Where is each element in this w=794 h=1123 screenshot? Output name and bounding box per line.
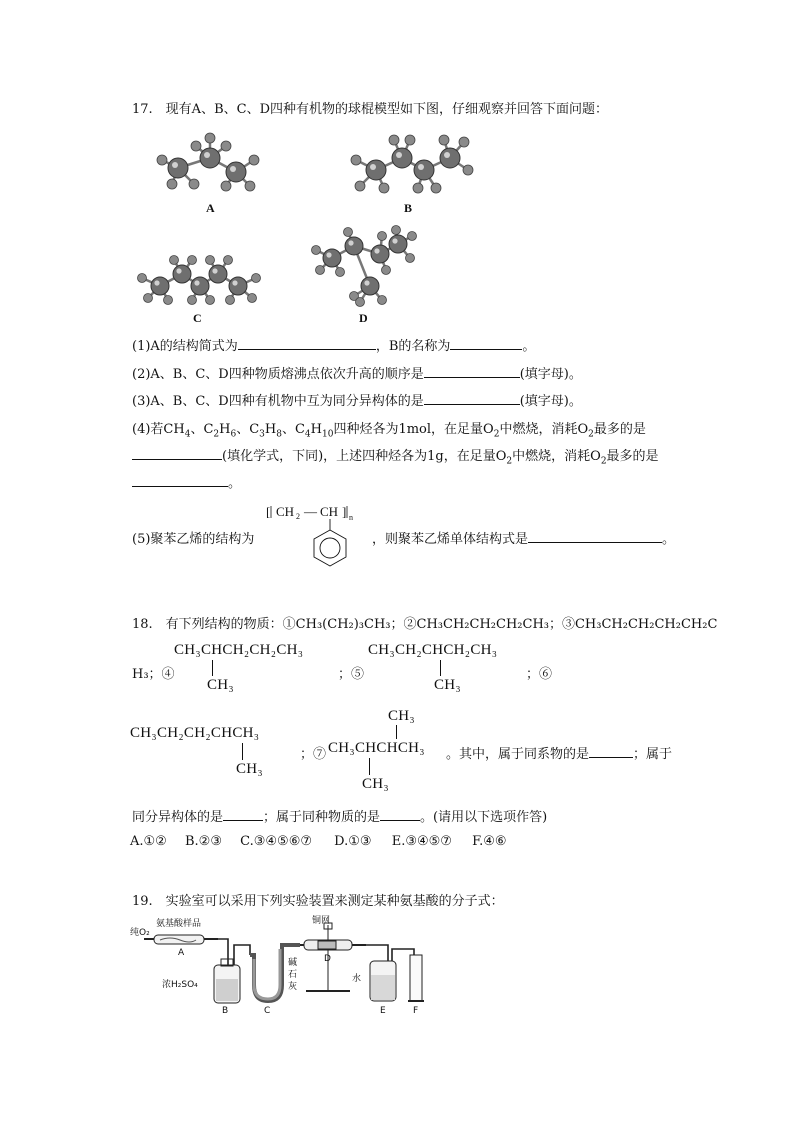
model-d-label: D xyxy=(359,311,368,325)
ps-n: n xyxy=(349,513,353,522)
answer-blank-18c[interactable] xyxy=(380,807,420,821)
q17-part4-line2 xyxy=(132,445,659,467)
ps-bracket-left: [ xyxy=(266,504,271,519)
answer-blank-18a[interactable] xyxy=(589,744,633,758)
answer-blank-1b[interactable] xyxy=(450,336,522,350)
q18-line4 xyxy=(132,806,547,825)
option-e[interactable]: E.③④⑤⑦ xyxy=(391,834,452,849)
bond-line xyxy=(369,758,370,775)
t: 、C xyxy=(281,422,305,437)
t: 中燃烧，消耗O xyxy=(499,422,589,437)
label-soda-3: 灰 xyxy=(288,982,298,992)
t: 四种烃各为1mol，在足量O xyxy=(333,422,494,437)
q17-part3 xyxy=(132,390,582,409)
answer-blank-5[interactable] xyxy=(528,529,662,543)
q18-line1: 18. 有下列结构的物质：①CH₃(CH₂)₃CH₃；②CH₃CH₂CH₂CH₂CH₃；③CH₃CH₂CH₂CH₂CH₂C xyxy=(132,617,718,632)
model-b-label: B xyxy=(404,201,413,215)
q19-stem: 19. 实验室可以采用下列实验装置来测定某种氨基酸的分子式： xyxy=(132,894,504,909)
answer-blank-1a[interactable] xyxy=(238,336,376,350)
q18-sep7: ；⑦ xyxy=(300,747,327,762)
label-e: E xyxy=(380,1006,386,1016)
formula-6-branch: CH₃ xyxy=(236,761,263,777)
formula-5-main: CH₃CH₂CHCH₂CH₃ xyxy=(368,642,498,658)
option-b[interactable]: B.②③ xyxy=(184,834,222,849)
label-water: 水 xyxy=(352,974,362,984)
ps-sub2: 2 xyxy=(296,512,300,521)
q17-part4-line3 xyxy=(132,472,241,491)
t: 同分异构体的是 xyxy=(132,810,224,825)
q17-stem: 17. 现有A、B、C、D四种有机物的球棍模型如下图，仔细观察并回答下面问题： xyxy=(132,102,608,117)
label-f: F xyxy=(413,1006,419,1016)
answer-blank-4b[interactable] xyxy=(132,473,228,487)
formula-4-branch: CH₃ xyxy=(207,677,234,693)
ball-stick-model-d xyxy=(308,228,420,310)
ball-stick-model-b xyxy=(344,130,484,198)
t: 。 xyxy=(662,532,676,547)
q18-options xyxy=(130,834,507,849)
q17-p1-text2: ，B的名称为 xyxy=(375,339,451,354)
t: H xyxy=(310,422,322,437)
t: 2 xyxy=(493,429,500,440)
ball-stick-model-a xyxy=(150,128,270,198)
q17-p3-end: (填字母)。 xyxy=(519,394,582,409)
label-soda-1: 碱 xyxy=(288,958,298,968)
t: 中燃烧，消耗O xyxy=(512,449,601,464)
formula-5-branch: CH₃ xyxy=(434,677,461,693)
bond-line xyxy=(242,743,243,760)
bond-line xyxy=(212,660,213,676)
t: 。其中，属于同系物的是 xyxy=(446,747,590,762)
t: 、C xyxy=(236,422,260,437)
t: ，则聚苯乙烯单体结构式是 xyxy=(372,532,529,547)
t: 2 xyxy=(588,429,594,440)
answer-blank-18b[interactable] xyxy=(223,807,263,821)
option-a[interactable]: A.①② xyxy=(130,834,167,849)
q17-p2-text: (2)A、B、C、D四种物质熔沸点依次升高的顺序是 xyxy=(132,367,424,382)
label-c: C xyxy=(264,1006,271,1016)
lab-apparatus-diagram xyxy=(130,915,440,1015)
ps-dash: — xyxy=(304,504,317,519)
q17-part1 xyxy=(132,335,535,354)
q18-sep6: ；⑥ xyxy=(526,667,553,682)
t: 6 xyxy=(230,429,237,440)
model-a-label: A xyxy=(206,201,215,215)
label-b: B xyxy=(222,1006,229,1016)
t: H xyxy=(264,422,277,437)
bond-line xyxy=(440,660,441,676)
t: 2 xyxy=(506,456,513,467)
ball-stick-model-c xyxy=(134,254,264,310)
q18-tail xyxy=(446,743,672,762)
label-pure-o2: 纯O₂ xyxy=(130,928,150,938)
polystyrene-structure xyxy=(262,500,372,570)
t: 8 xyxy=(276,429,282,440)
t: 最多的是 xyxy=(593,422,646,437)
label-soda-2: 石 xyxy=(288,970,298,980)
ps-ch: CH xyxy=(320,504,339,519)
formula-6-main: CH₃CH₂CH₂CHCH₃ xyxy=(130,725,260,741)
formula-7-bottom: CH₃ xyxy=(362,776,389,792)
model-c-label: C xyxy=(193,311,202,325)
q17-part2 xyxy=(132,363,582,382)
q17-part4-line1 xyxy=(132,418,646,440)
formula-4-main: CH₃CHCH₂CH₂CH₃ xyxy=(174,642,304,658)
t: (填化学式，下同)，上述四种烃各为1g，在足量O xyxy=(222,449,507,464)
formula-7-top: CH₃ xyxy=(388,708,415,724)
q17-p1-text: (1)A的结构简式为 xyxy=(132,339,238,354)
benzene-ring-icon xyxy=(314,530,346,566)
t: ；属于同种物质的是 xyxy=(263,810,381,825)
q18-h3-4: H₃；④ xyxy=(132,667,175,682)
t: H xyxy=(219,422,231,437)
label-a: A xyxy=(178,948,185,958)
t: 最多的是 xyxy=(606,449,659,464)
formula-7-main: CH₃CHCHCH₃ xyxy=(328,740,425,756)
label-sample: 氨基酸样品 xyxy=(156,919,202,929)
label-d: D xyxy=(324,954,331,964)
t: (4)若CH xyxy=(132,422,185,437)
bond-line xyxy=(396,725,397,739)
ps-ch2: CH xyxy=(276,504,295,519)
q17-part5-b xyxy=(372,528,675,547)
t: 4 xyxy=(304,429,311,440)
t: 2 xyxy=(213,429,220,440)
q17-part5-a: (5)聚苯乙烯的结构为 xyxy=(132,532,255,547)
t: ；属于 xyxy=(633,747,673,762)
answer-blank-3[interactable] xyxy=(424,391,520,405)
ps-bracket-right: ] xyxy=(342,504,347,519)
q17-p1-end: 。 xyxy=(522,339,536,354)
q18-sep5: ；⑤ xyxy=(338,667,365,682)
q17-p3-text: (3)A、B、C、D四种有机物中互为同分异构体的是 xyxy=(132,394,424,409)
q17-p2-end: (填字母)。 xyxy=(519,367,582,382)
option-c[interactable]: C.③④⑤⑥⑦ xyxy=(240,834,313,849)
t: 。(请用以下选项作答) xyxy=(420,810,548,825)
t: 2 xyxy=(600,456,607,467)
label-copper-mesh: 铜网 xyxy=(312,916,331,926)
t: 4 xyxy=(184,429,191,440)
t: 3 xyxy=(259,429,265,440)
answer-blank-4a[interactable] xyxy=(132,446,222,460)
t: 、C xyxy=(190,422,214,437)
option-d[interactable]: D.①③ xyxy=(334,834,372,849)
t: 10 xyxy=(322,429,334,440)
t: 。 xyxy=(228,476,242,491)
answer-blank-2[interactable] xyxy=(424,364,520,378)
option-f[interactable]: F.④⑥ xyxy=(472,834,507,849)
label-conc-h2so4: 浓H₂SO₄ xyxy=(162,980,198,990)
